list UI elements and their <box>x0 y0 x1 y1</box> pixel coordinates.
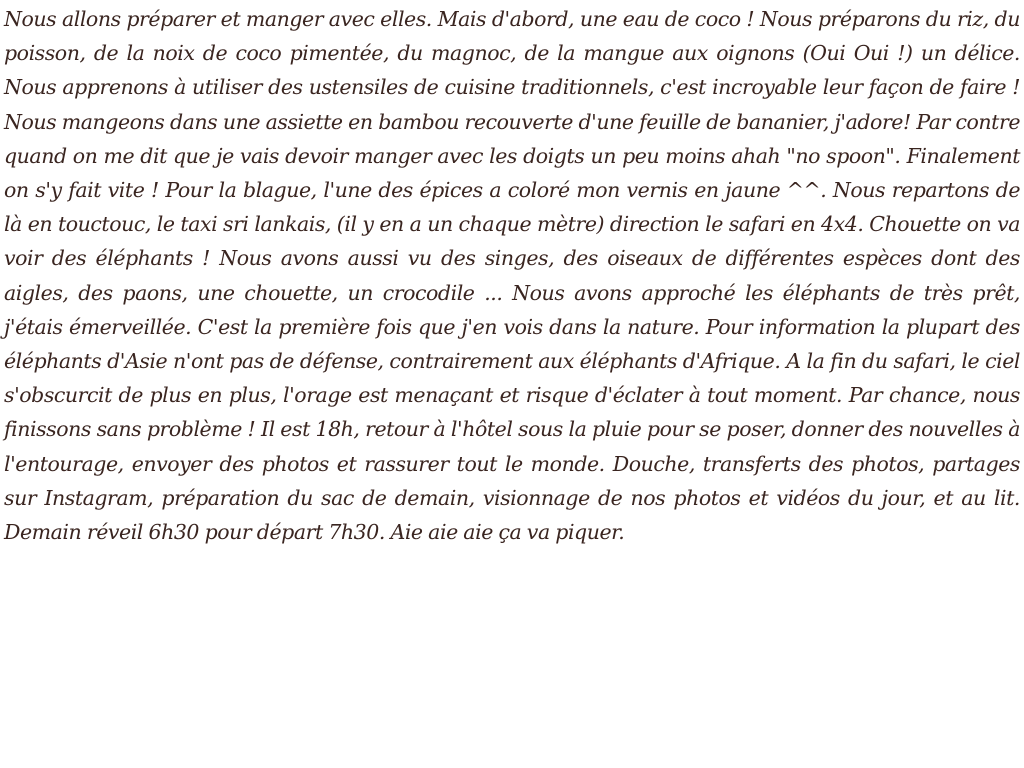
body-paragraph: Nous allons préparer et manger avec elles. Mais d'abord, une eau de coco ! Nous préparons du riz, du poisson, de la noix de coco pimentée, du magnoc, de la mangue aux oignons (Oui Oui !) un délice. Nous apprenons à utiliser des ustensiles de cuisine traditionnels, c'est incroyable leur façon de faire ! Nous mangeons dans une assiette en bambou recouverte d'une feuille de bananier, j'adore! Par contre quand on me dit que je vais devoir manger avec les doigts un peu moins ahah "no spoon". Finalement on s'y fait vite ! Pour la blague, l'une des épices a coloré mon vernis en jaune ^^. Nous repartons de là en touctouc, le taxi sri lankais, (il y en a un chaque mètre) direction le safari en 4x4. Chouette on va voir des éléphants ! Nous avons aussi vu des singes, des oiseaux de différentes espèces dont des aigles, des paons, une chouette, un crocodile ... Nous avons approché les éléphants de très prêt, j'étais émerveillée. C'est la première fois que j'en vois dans la nature. Pour information la plupart des éléphants d'Asie n'ont pas de défense, contrairement aux éléphants d'Afrique. A la fin du safari, le ciel s'obscurcit de plus en plus, l'orage est menaçant et risque d'éclater à tout moment. Par chance, nous finissons sans problème ! Il est 18h, retour à l'hôtel sous la pluie pour se poser, donner des nouvelles à l'entourage, envoyer des photos et rassurer tout le monde. Douche, transferts des photos, partages sur Instagram, préparation du sac de demain, visionnage de nos photos et vidéos du jour, et au lit. Demain réveil 6h30 pour départ 7h30. Aie aie aie ça va piquer. <box>4 7 1020 545</box>
